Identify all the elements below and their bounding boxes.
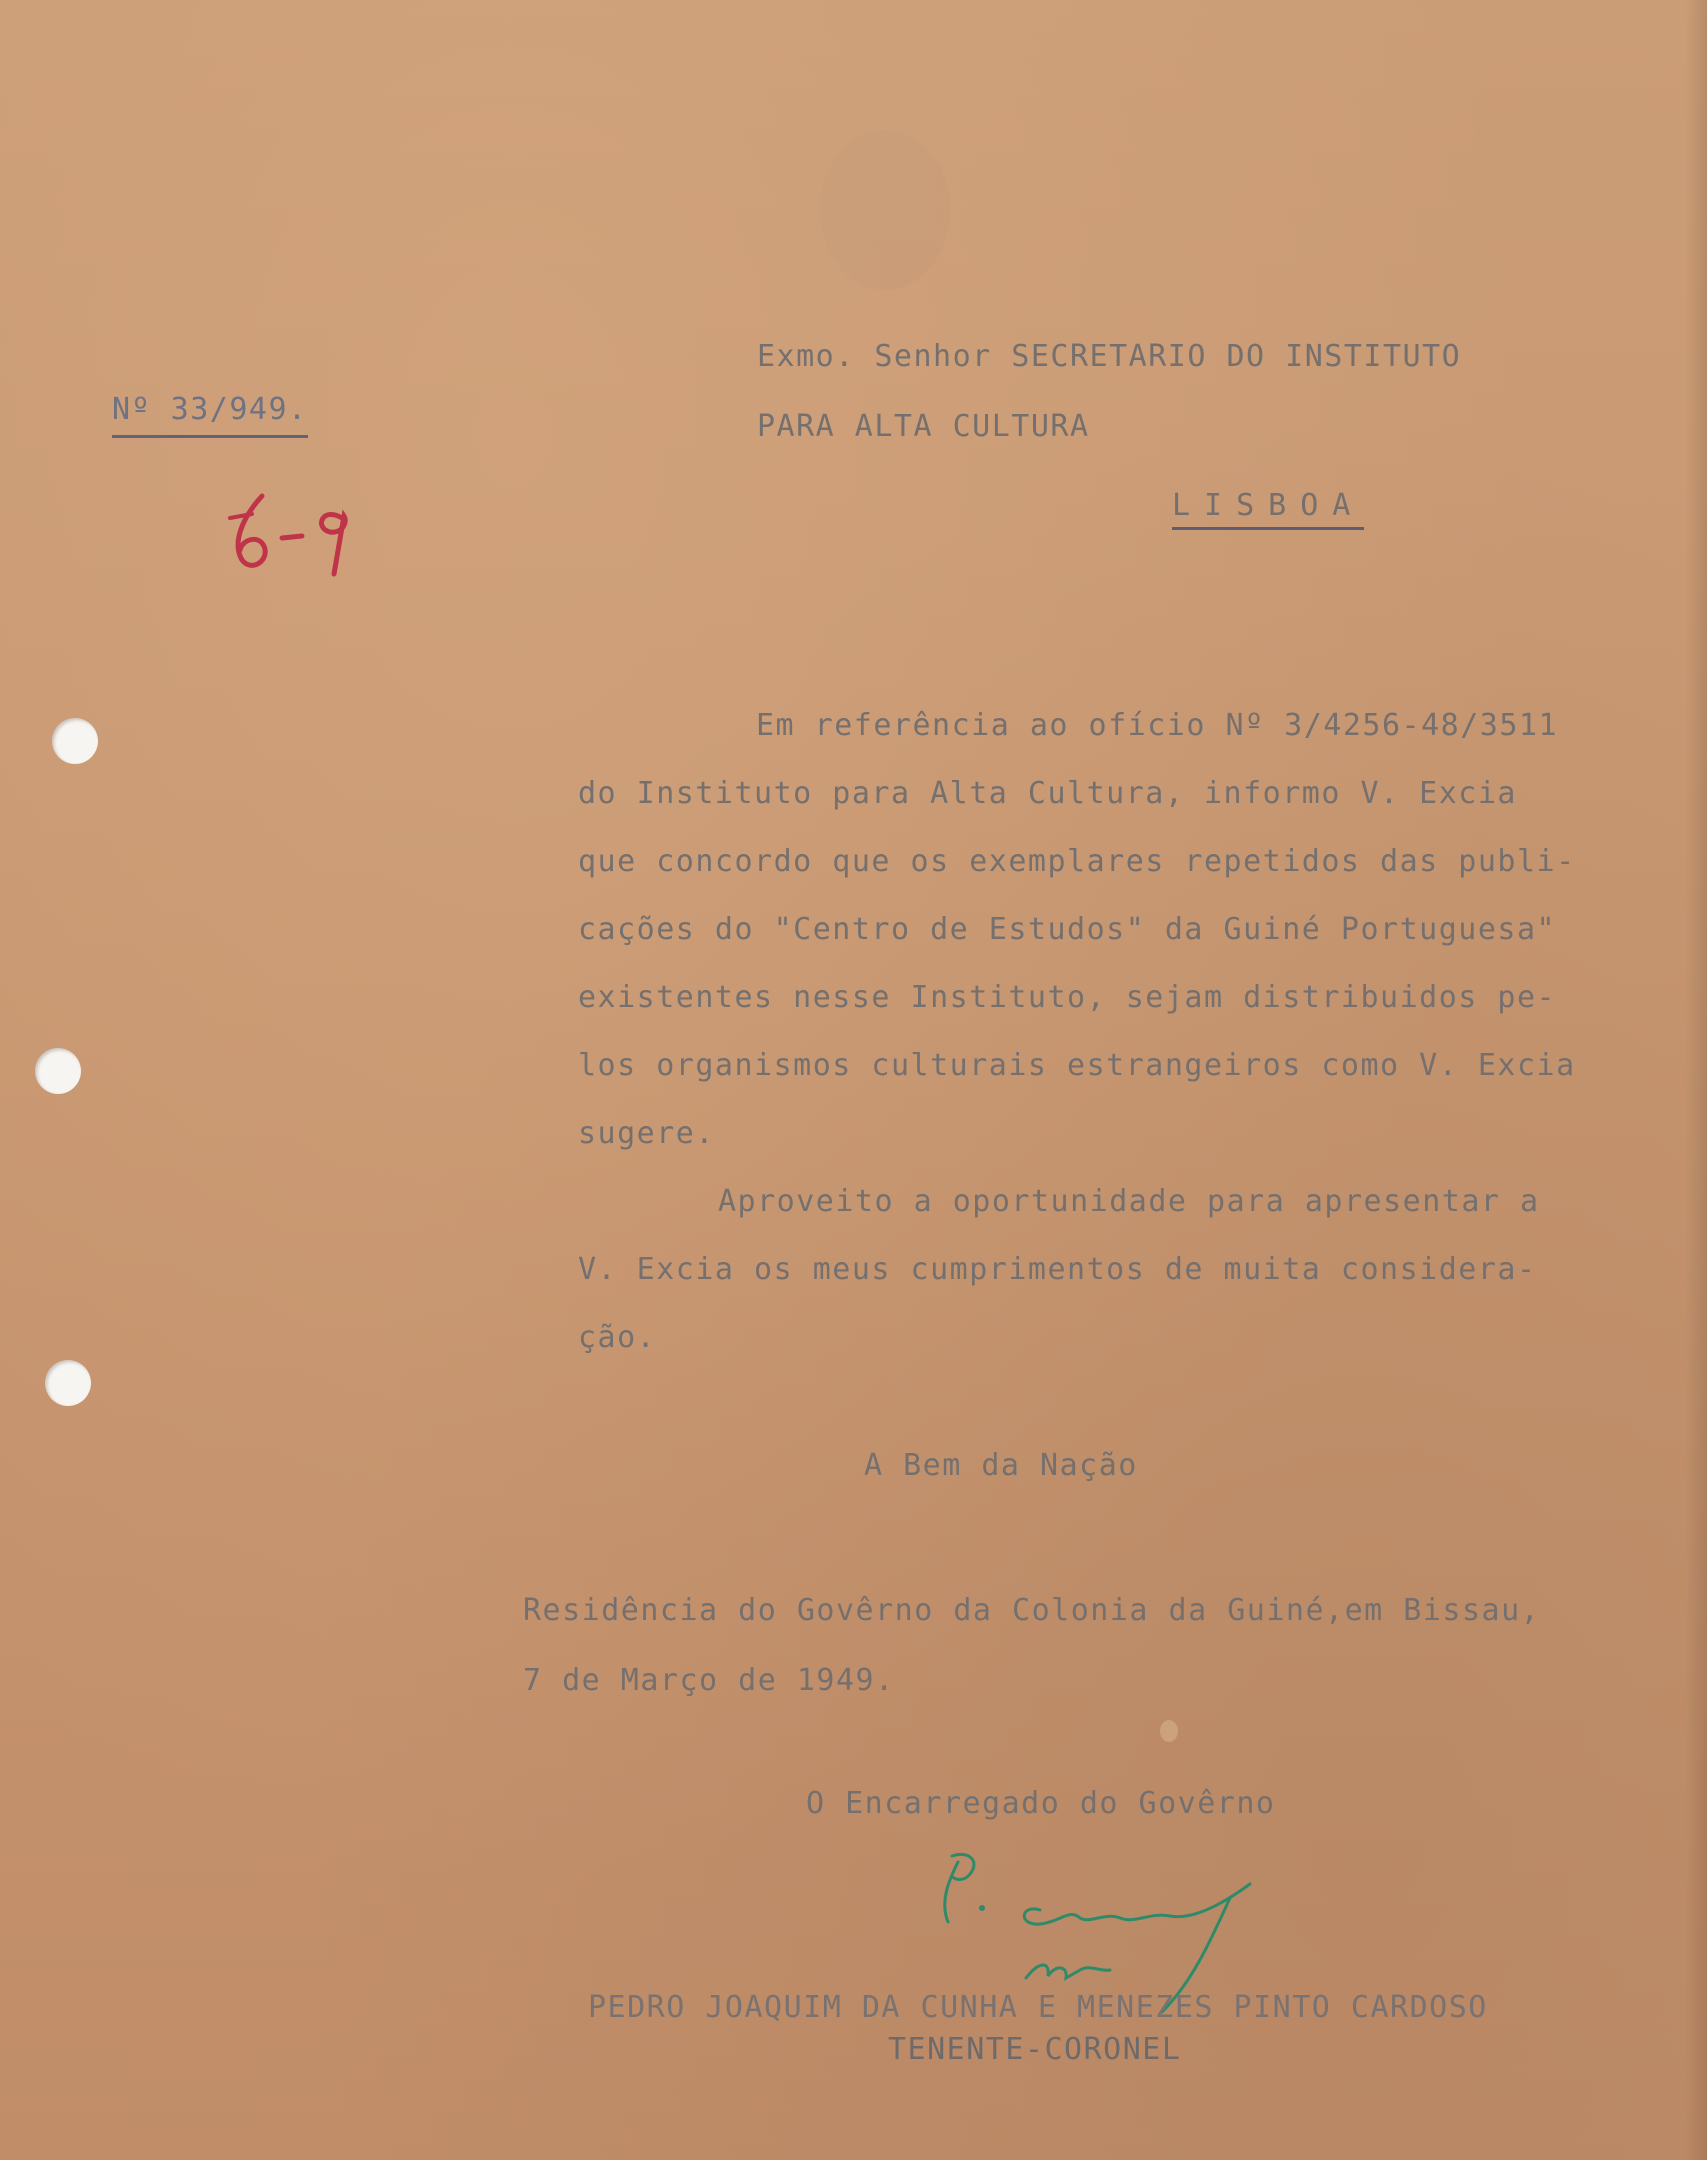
body-line: V. Excia os meus cumprimentos de muita considera-: [578, 1252, 1537, 1287]
place-and-date: [523, 1576, 1540, 1716]
body-line: los organismos culturais estrangeiros como V. Excia: [578, 1048, 1576, 1083]
body-line: existentes nesse Instituto, sejam distribuidos pe-: [578, 980, 1557, 1015]
paper-stain: [1160, 1720, 1178, 1742]
handwritten-annotation: [222, 488, 372, 578]
signer-role: O Encarregado do Govêrno: [806, 1786, 1276, 1821]
place-line: Residência do Govêrno da Colonia da Guiné,em Bissau,: [523, 1593, 1541, 1628]
recipient-line-1: Exmo. Senhor SECRETARIO DO INSTITUTO: [757, 339, 1462, 374]
signer-rank: TENENTE-CORONEL: [888, 2032, 1182, 2067]
body-line: cações do "Centro de Estudos" da Guiné Portuguesa": [578, 912, 1557, 947]
reference-number: Nº 33/949.: [112, 392, 308, 438]
punch-hole: [52, 718, 98, 764]
recipient-line-2: PARA ALTA CULTURA: [757, 409, 1090, 444]
recipient-address: [757, 322, 1461, 462]
letter-body: [578, 692, 1618, 1372]
paper-stain: [820, 130, 950, 290]
signer-name: PEDRO JOAQUIM DA CUNHA E MENEZES PINTO CARDOSO: [588, 1990, 1488, 2025]
body-line: Em referência ao ofício Nº 3/4256-48/3511: [756, 708, 1559, 743]
punch-hole: [35, 1048, 81, 1094]
date-line: 7 de Março de 1949.: [523, 1663, 895, 1698]
closing-salutation: A Bem da Nação: [864, 1448, 1138, 1483]
body-line: sugere.: [578, 1116, 715, 1151]
body-paragraph-1: [578, 692, 1618, 1168]
body-line: do Instituto para Alta Cultura, informo V. Excia: [578, 776, 1517, 811]
body-line: ção.: [578, 1320, 657, 1355]
body-line: que concordo que os exemplares repetidos das publi-: [578, 844, 1576, 879]
recipient-city: LISBOA: [1172, 488, 1364, 530]
punch-hole: [45, 1360, 91, 1406]
body-line: Aproveito a oportunidade para apresentar a: [718, 1184, 1540, 1219]
body-paragraph-2: [578, 1168, 1618, 1372]
page-edge-shadow: [1685, 0, 1707, 2160]
